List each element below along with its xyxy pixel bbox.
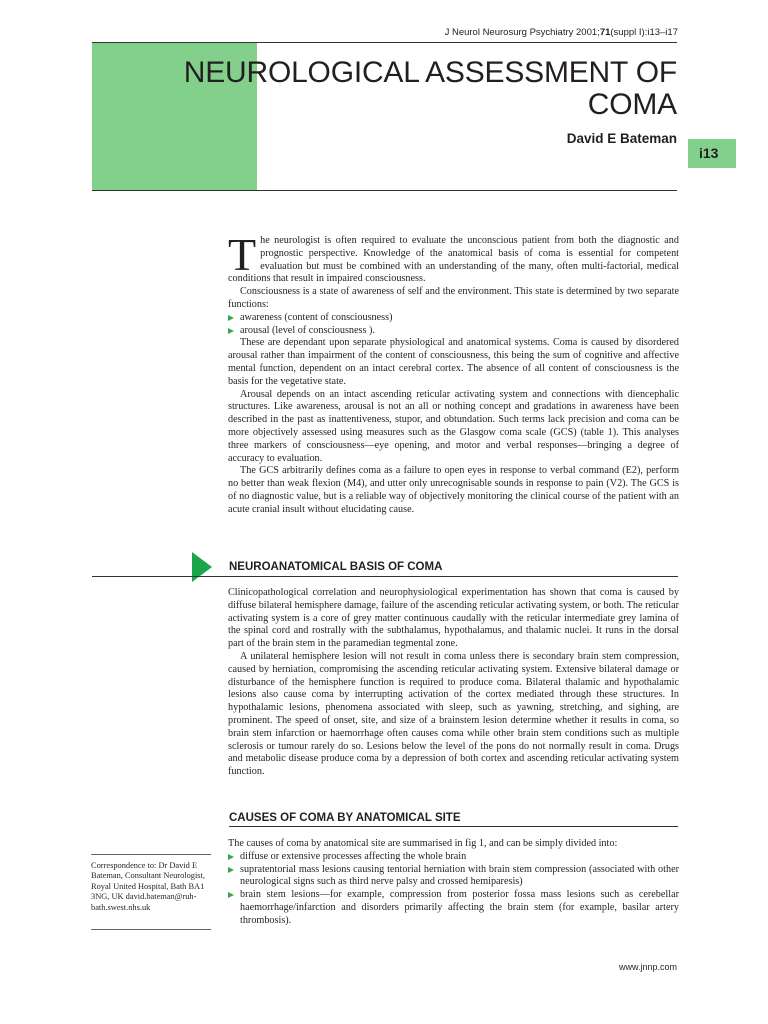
bullet-arrow-icon [228, 315, 234, 321]
section1-paragraph-2: A unilateral hemisphere lesion will not result in coma unless there is secondary brain stem compression, caused by herniation, compromising the ascending reticular activating system. Extensive bilateral damage or disturbance of the hemisphere function is required to produce coma. Bilateral thalamic and hypothalamic lesions also cause coma by interrupting activation of the cortex mediated through these structures. In hypothalamic lesions, phenomena associated with sleep, such as yawning, stretching, and sighing, are prominent. The speed of onset, site, and size of a brainstem lesion determine whether it results in coma, so brain stem infarction or haemorrhage often causes coma while other brain stem conditions such as multiple sclerosis or tumour rarely do so. Lesions below the level of the pons do not normally result in coma. Drugs and metabolic disease produce coma by a depression of both cortex and ascending reticular activating system function. [228, 650, 679, 778]
section-heading-causes: CAUSES OF COMA BY ANATOMICAL SITE [229, 812, 461, 824]
journal-url[interactable]: www.jnnp.com [618, 962, 677, 972]
bullet-arrow-icon [228, 892, 234, 898]
causes-list [228, 851, 679, 928]
intro-paragraph-2: Consciousness is a state of awareness of self and the environment. This state is determined by two separate functions: [228, 286, 679, 310]
intro-paragraph-3: These are dependant upon separate physiological and anatomical systems. Coma is caused by disordered arousal rather than impairment of the content of consciousness, this being the sum of cognitive and affective mental function, dependent on an intact cerebral cortex. The absence of all content of consciousness is the basis for the vegetative state. [228, 337, 679, 387]
section-heading-neuroanatomical: NEUROANATOMICAL BASIS OF COMA [229, 561, 443, 573]
section-arrow-icon [192, 552, 212, 582]
section2-text [228, 838, 679, 928]
intro-paragraph-5: The GCS arbitrarily defines coma as a failure to open eyes in response to verbal command (E2), perform no better than weak flexion (M4), and utter only unrecognisable sounds in response to pain (V2). The GCS is of no diagnostic value, but is a reliable way of objectively monitoring the clinical course of the patient with an acute cranial insult without elucidating cause. [228, 465, 679, 515]
list-item: brain stem lesions—for example, compression from posterior fossa mass lesions such as cerebellar haemorrhage/infarction and disorders primarily affecting the brain stem (for example, basilar artery thrombosis). [228, 889, 679, 927]
intro-paragraph-4: Arousal depends on an intact ascending reticular activating system and connections with diencephalic structures. Like awareness, arousal is not an all or nothing concept and gradations in awareness have been described in the past as inattentiveness, stupor, and obtundation. Such terms lack precision and coma can be more objectively assessed using measures such as the Glasgow coma scale (GCS) (table 1). This analyses three markers of consciousness—eye opening, and motor and verbal responses—bringing a degree of accuracy to evaluation. [228, 388, 679, 464]
intro-text [228, 229, 679, 517]
list-item: supratentorial mass lesions causing tentorial herniation with brain stem compression (associated with other neurological signs such as third nerve palsy and crossed hemiparesis) [228, 864, 679, 890]
function-list [228, 312, 679, 338]
article-title: NEUROLOGICAL ASSESSMENT OF COMA [183, 56, 677, 121]
page-number-tab: i13 [688, 139, 736, 168]
section2-paragraph-1: The causes of coma by anatomical site are summarised in fig 1, and can be simply divided into: [228, 838, 618, 849]
intro-paragraph-1: The neurologist is often required to evaluate the unconscious patient from both the diagnostic and prognostic perspective. Knowledge of the anatomical basis of coma is essential for competent evaluation but must be combined with an understanding of the many, often multi-factorial, medical conditions that result in impaired consciousness. [228, 229, 679, 285]
section1-text [228, 587, 679, 779]
bullet-arrow-icon [228, 867, 234, 873]
header-bottom-rule [92, 190, 677, 191]
section-rule [229, 826, 678, 827]
bullet-arrow-icon [228, 328, 234, 334]
section-rule [92, 576, 678, 577]
drop-cap: T [228, 229, 257, 280]
journal-citation: J Neurol Neurosurg Psychiatry 2001;71(suppl I):i13–i17 [444, 27, 678, 38]
section1-paragraph-1: Clinicopathological correlation and neurophysiological experimentation has shown that coma is caused by diffuse bilateral hemisphere damage, failure of the ascending reticular activating system, or both. The reticular activating system is a core of grey matter continuous caudally with the reticular intermediate grey lamina of the spinal cord and rostrally with the subthalamus, hypothalamus, and thalamic nuclei. It runs in the dorsal part of the brain stem in the paramedian tegmental zone. [228, 587, 679, 650]
bullet-arrow-icon [228, 854, 234, 860]
article-author: David E Bateman [566, 131, 677, 146]
correspondence-rule [91, 854, 211, 855]
correspondence-note: Correspondence to: Dr David E Bateman, Consultant Neurologist, Royal United Hospital, Bath BA1 3NG, UK david.bateman@ruh-bath.swest.nhs.uk [91, 861, 205, 912]
header-top-rule [92, 42, 677, 43]
list-item: arousal (level of consciousness ). [228, 325, 679, 338]
list-item: awareness (content of consciousness) [228, 312, 679, 325]
list-item: diffuse or extensive processes affecting the whole brain [228, 851, 679, 864]
correspondence-rule [91, 929, 211, 930]
